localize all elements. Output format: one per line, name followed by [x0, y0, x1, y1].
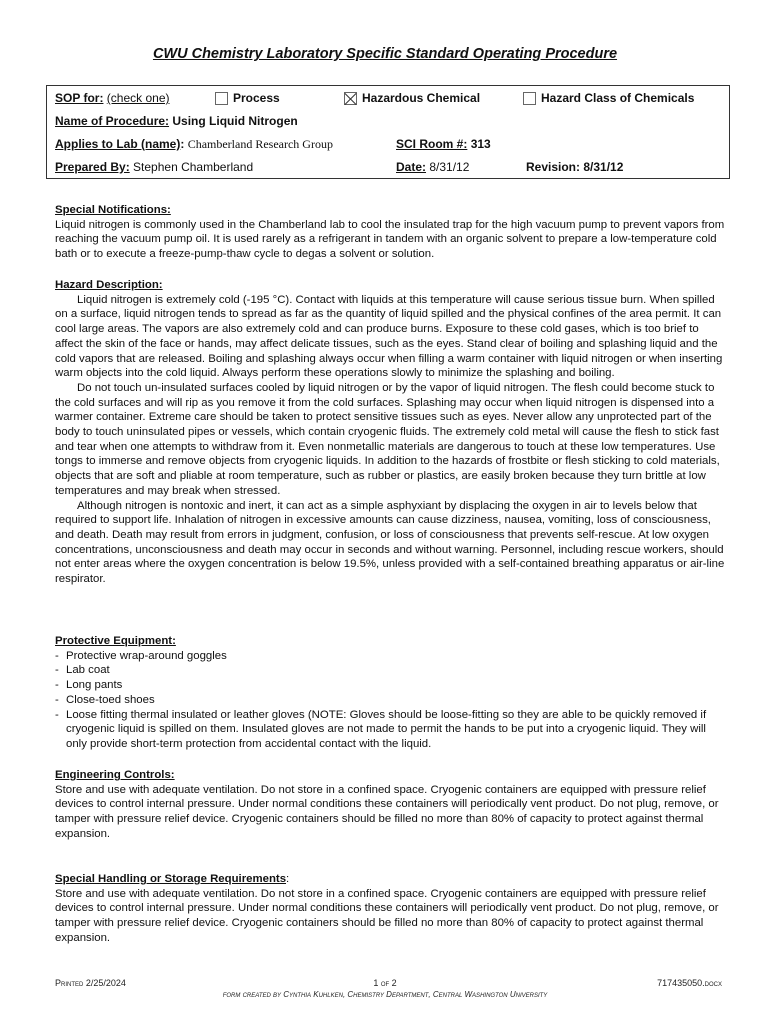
engineering-controls-section — [55, 768, 725, 842]
option-process[interactable] — [215, 91, 280, 105]
procedure-value: Using Liquid Nitrogen — [172, 114, 298, 128]
special-handling-text: Store and use with adequate ventilation. Do not store in a confined space. Cryogenic containers are equipped with pressure relief devices to control internal pressure. Under normal conditions these containers will periodically vent product. Do not plug, remove, or tamper with pressure relief device. Cryogenic containers should be filled no more than 80% of capacity to protect against thermal expansion. — [55, 887, 719, 944]
page-number: 1 of 2 — [373, 978, 397, 988]
list-item: - Loose fitting thermal insulated or leather gloves (NOTE: Gloves should be loose-fitting so they are able to be quickly removed if cryogenic liquid is spilled on them. Insulated gloves are not made to permit the hands to be put into a cryogenic liquid. They will only provide short-term protection from accidental contact with the liquid. — [55, 708, 725, 752]
hazard-paragraph: Do not touch un-insulated surfaces cooled by liquid nitrogen or by the vapor of liquid nitrogen. The flesh could become stuck to the cold surfaces and will rip as you remove it from the cold surfaces. Splashing may occur when liquid nitrogen is dispensed into a warmer container. Extreme care should be taken to protect sensitive tissues such as eyes. Never allow any unprotected part of the body to touch uninsulated pipes or vessels, which contain cryogenic fluids. The extremely cold metal will cause the flesh to stick fast and tear when one attempts to withdraw from it. Even nonmetallic materials are dangerous to touch at these low temperatures. Use tongs to immerse and remove objects from cryogenic liquids. In addition to the hazards of frostbite or flesh sticking to cold materials, objects that are soft and pliable at room temperature, such as rubber or plastics, are easily broken because they turn brittle at low temperatures and may break when stressed. — [55, 381, 720, 497]
list-item: - Long pants — [55, 678, 725, 693]
list-item: - Lab coat — [55, 663, 725, 678]
protective-equipment-list — [55, 649, 725, 752]
lab-value: Chamberland Research Group — [187, 137, 333, 151]
hazard-description-section — [55, 278, 725, 587]
special-notifications-heading: Special Notifications: — [55, 204, 171, 216]
special-notifications-text: Liquid nitrogen is commonly used in the Chamberland lab to cool the insulated trap for the high vacuum pump to prevent vapors from reaching the vacuum pump oil. It is used rarely as a refrigerant in tandem with an organic solvent to prepare a low-temperature cold bath or to execute a freeze-pump-thaw cycle to degas a solvent or solution. — [55, 218, 725, 261]
option-hazardous-chemical[interactable] — [344, 91, 480, 105]
hazard-description-heading: Hazard Description: — [55, 279, 163, 291]
prepared-value: Stephen Chamberland — [133, 160, 254, 174]
special-handling-section: Special Handling or Storage Requirements: Store and use with adequate ventilation. Do not store in a confined space. Cryogenic containers are equipped with pressure relief devices to control internal pressure. Under normal conditions these containers will periodically vent product. Do not plug, remove, or tamper with pressure relief device. Cryogenic containers should be filled no more than 80% of capacity to protect against thermal expansion. — [55, 872, 725, 946]
option-process-label: Process — [233, 91, 280, 105]
protective-equipment-heading: Protective Equipment: — [55, 635, 176, 647]
special-handling-heading: Special Handling or Storage Requirements — [55, 873, 287, 885]
form-credit: form created by Cynthia Kuhlken, Chemistry Department, Central Washington University — [222, 990, 548, 999]
list-item: - Close-toed shoes — [55, 693, 725, 708]
engineering-controls-heading: Engineering Controls: — [55, 769, 175, 781]
date-value: 8/31/12 — [429, 160, 470, 174]
lab-label: Applies to Lab (name) — [55, 137, 181, 151]
sop-header-box: SOP for: (check one) Process Hazardous Chemical Hazard Class of Chemicals Name of Procedure: Using Liquid Nitrogen Applies to Lab (name): Chamberland Research Group SCI Room #: 313 Prepared By: Stephen Chamberland Date: 8/31/12 Revision: 8/31/12 — [46, 85, 730, 179]
protective-equipment-section — [55, 634, 725, 752]
option-hazard-class[interactable] — [523, 91, 694, 105]
hazard-paragraph: Liquid nitrogen is extremely cold (-195 °C). Contact with liquids at this temperature will cause serious tissue burn. When spilled on a surface, liquid nitrogen tends to spread as far as the quantity of liquid spilled and the physical confines of the area permit. It can cool large areas. The vapors are also extremely cold and can produce burns. Exposure to these cold gases, which is too brief to affect the skin of the face or hands, may affect delicate tissues, such as the eyes. Stand clear of boiling and splashing liquid and the cold vapors that are released. Boiling and splashing always occur when filling a warm container with liquid nitrogen or when inserting warm objects into the cold liquid. Always perform these operations slowly to minimize the splashing and boiling. — [55, 293, 723, 380]
option-hazard-class-label: Hazard Class of Chemicals — [541, 91, 695, 105]
hazardous-chemical-checkbox[interactable] — [344, 92, 357, 105]
revision-value: 8/31/12 — [583, 160, 624, 174]
engineering-controls-text: Store and use with adequate ventilation. Do not store in a confined space. Cryogenic containers are equipped with pressure relief devices to control internal pressure. Under normal conditions these containers will periodically vent product. Do not plug, remove, or tamper with pressure relief device. Cryogenic containers should be filled no more than 80% of capacity to protect against thermal expansion. — [55, 783, 719, 840]
sop-for-label: SOP for: — [55, 91, 104, 105]
room-label: SCI Room #: — [396, 137, 468, 151]
process-checkbox[interactable] — [215, 92, 228, 105]
prepared-label: Prepared By: — [55, 160, 130, 174]
list-item: - Protective wrap-around goggles — [55, 649, 725, 664]
hazard-paragraph: Although nitrogen is nontoxic and inert, it can act as a simple asphyxiant by displacing the oxygen in air to levels below that required to support life. Inhalation of nitrogen in excessive amounts can cause dizziness, nausea, vomiting, loss of consciousness, and death. Death may result from errors in judgment, confusion, or loss of consciousness that prevents self-rescue. At low oxygen concentrations, unconsciousness and death may occur in seconds and without warning. Personnel, including rescue workers, should not enter areas where the oxygen concentration is below 19.5%, unless provided with a self-contained breathing apparatus or air-line respirator. — [55, 499, 725, 586]
revision-label: Revision: — [526, 160, 581, 174]
option-hazardous-chemical-label: Hazardous Chemical — [362, 91, 481, 105]
special-notifications-section — [55, 203, 725, 262]
procedure-label: Name of Procedure: — [55, 114, 170, 128]
hazard-class-checkbox[interactable] — [523, 92, 536, 105]
sop-for-hint: (check one) — [106, 91, 170, 105]
room-value: 313 — [470, 137, 491, 151]
printed-date: Printed 2/25/2024 — [55, 978, 126, 988]
file-name: 717435050.docx — [657, 978, 722, 988]
page-title: CWU Chemistry Laboratory Specific Standard Operating Procedure — [152, 46, 618, 62]
date-label: Date: — [396, 160, 427, 174]
